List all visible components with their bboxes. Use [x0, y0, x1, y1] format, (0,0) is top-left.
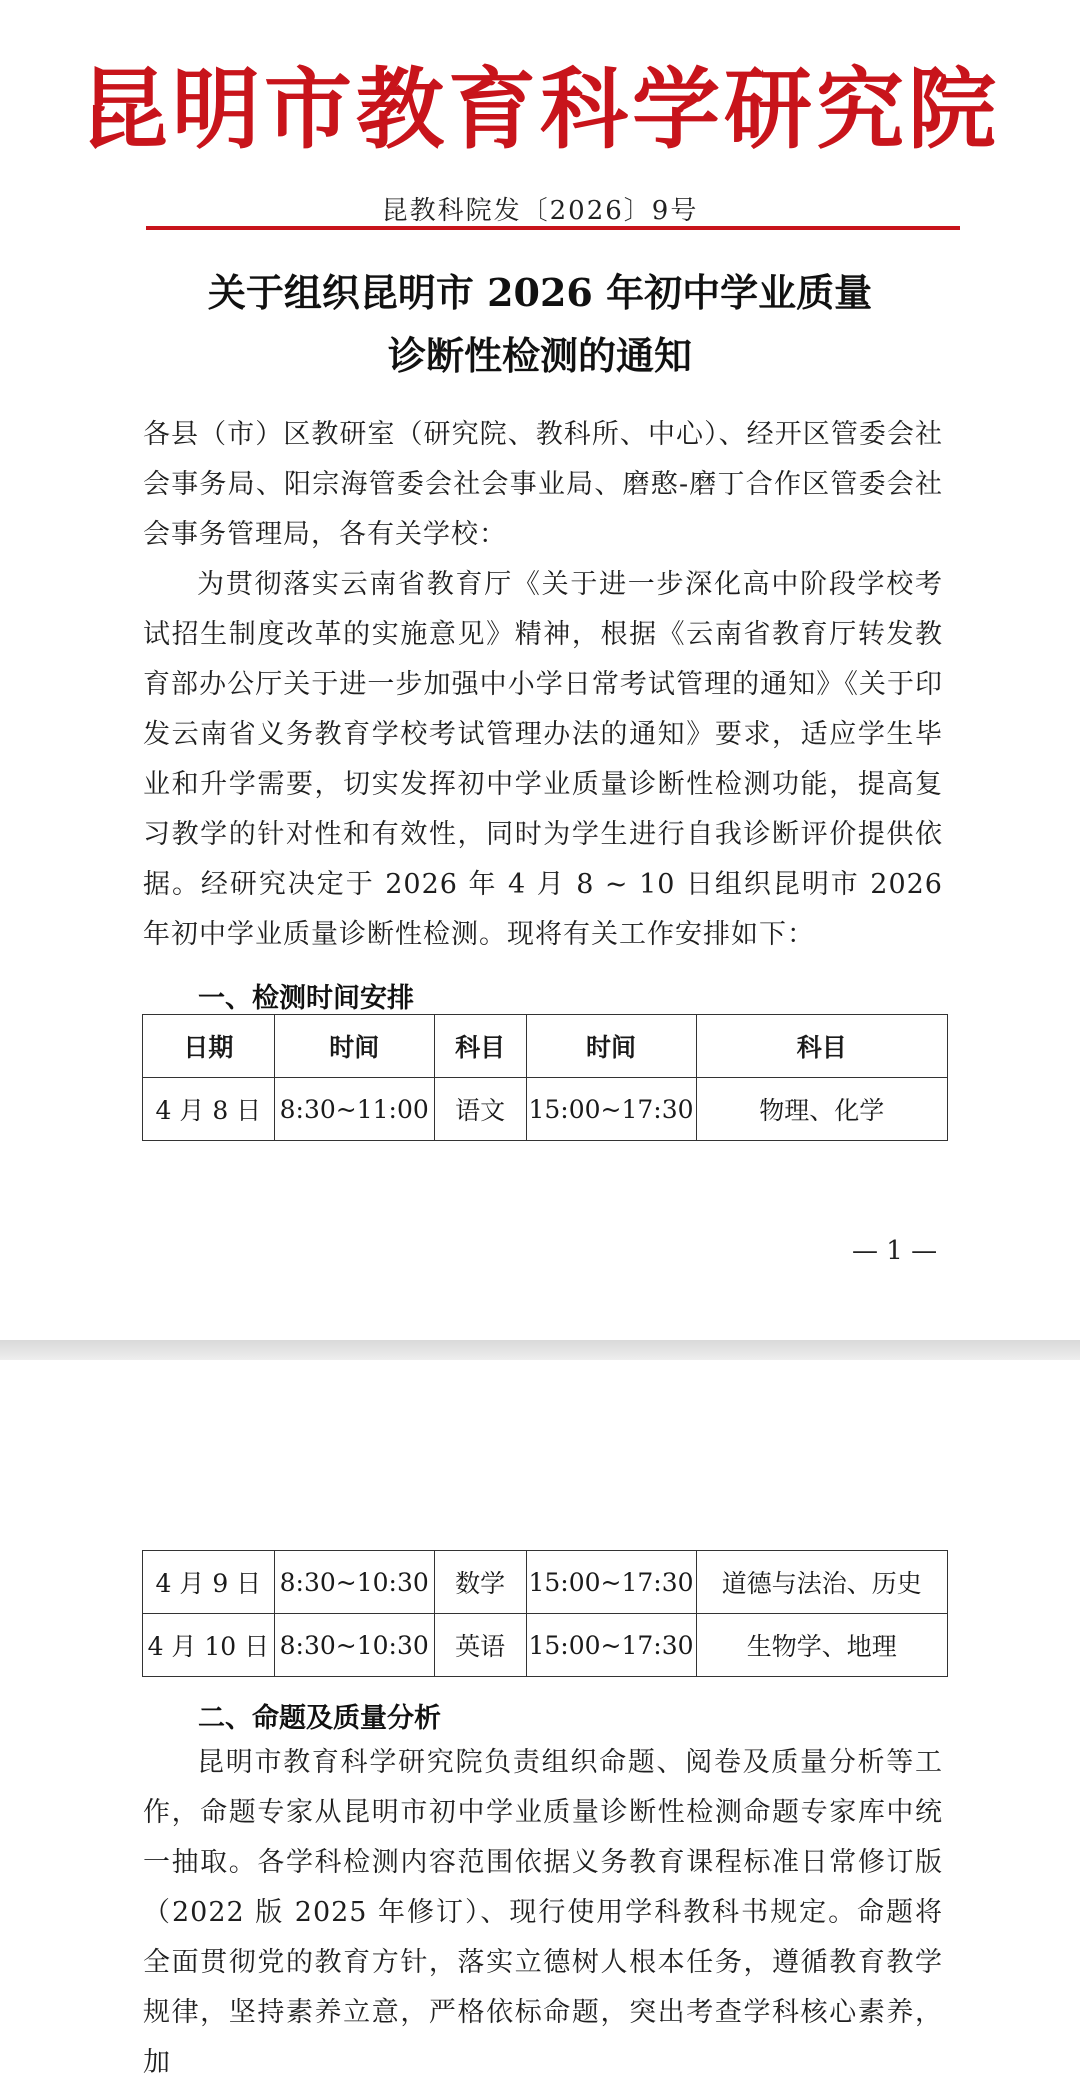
document-number: 昆教科院发〔2026〕9号: [381, 196, 699, 226]
page-number: — 1 —: [852, 1236, 938, 1266]
table-header-row: [143, 1015, 948, 1078]
page-separator: [0, 1340, 1080, 1360]
notice-title-line-1: 关于组织昆明市 2026 年初中学业质量: [207, 270, 873, 315]
cell-date: 4 月 9 日: [143, 1551, 275, 1614]
header-morning-subject: 科目: [434, 1015, 526, 1078]
section-1-heading: 一、检测时间安排: [198, 983, 414, 1014]
cell-morning-time: 8:30~11:00: [274, 1078, 434, 1141]
schedule-table-part-2: [142, 1550, 948, 1677]
document-page-2: [0, 1360, 1080, 2078]
cell-date: 4 月 10 日: [143, 1614, 275, 1677]
cell-afternoon-time: 15:00~17:30: [526, 1551, 696, 1614]
table-row: [143, 1614, 948, 1677]
header-date: 日期: [143, 1015, 275, 1078]
cell-afternoon-time: 15:00~17:30: [526, 1078, 696, 1141]
cell-morning-subject: 英语: [434, 1614, 526, 1677]
cell-morning-subject: 数学: [434, 1551, 526, 1614]
red-divider-line: [146, 226, 960, 230]
notice-title-line-2: 诊断性检测的通知: [387, 333, 692, 378]
header-morning-time: 时间: [274, 1015, 434, 1078]
header-afternoon-time: 时间: [526, 1015, 696, 1078]
cell-afternoon-time: 15:00~17:30: [526, 1614, 696, 1677]
salutation-paragraph: 各县（市）区教研室（研究院、教科所、中心）、经开区管委会社会事务局、阳宗海管委会社会事业局、磨憨-磨丁合作区管委会社会事务管理局，各有关学校：: [143, 419, 943, 550]
cell-afternoon-subject: 生物学、地理: [696, 1614, 948, 1677]
section-2-heading: 二、命题及质量分析: [198, 1703, 441, 1734]
cell-morning-time: 8:30~10:30: [274, 1551, 434, 1614]
cell-morning-time: 8:30~10:30: [274, 1614, 434, 1677]
cell-afternoon-subject: 道德与法治、历史: [696, 1551, 948, 1614]
table-row: [143, 1078, 948, 1141]
cell-morning-subject: 语文: [434, 1078, 526, 1141]
intro-paragraph: 为贯彻落实云南省教育厅《关于进一步深化高中阶段学校考试招生制度改革的实施意见》精神，根据《云南省教育厅转发教育部办公厅关于进一步加强中小学日常考试管理的通知》《关于印发云南省义务教育学校考试管理办法的通知》要求，适应学生毕业和升学需要，切实发挥初中学业质量诊断性检测功能，提高复习教学的针对性和有效性，同时为学生进行自我诊断评价提供依据。经研究决定于 2026 年 4 月 8 ~ 10 日组织昆明市 2026 年初中学业质量诊断性检测。现将有关工作安排如下：: [143, 569, 943, 950]
masthead-title: 昆明市教育科学研究院: [79, 57, 1000, 161]
table-row: [143, 1551, 948, 1614]
cell-afternoon-subject: 物理、化学: [696, 1078, 948, 1141]
header-afternoon-subject: 科目: [696, 1015, 948, 1078]
cell-date: 4 月 8 日: [143, 1078, 275, 1141]
section-2-paragraph: 昆明市教育科学研究院负责组织命题、阅卷及质量分析等工作，命题专家从昆明市初中学业质量诊断性检测命题专家库中统一抽取。各学科检测内容范围依据义务教育课程标准日常修订版（2022 版 2025 年修订）、现行使用学科教科书规定。命题将全面贯彻党的教育方针，落实立德树人根本任务，遵循教育教学规律，坚持素养立意，严格依标命题，突出考查学科核心素养，加: [143, 1747, 943, 2078]
schedule-table-part-1: [142, 1014, 948, 1141]
